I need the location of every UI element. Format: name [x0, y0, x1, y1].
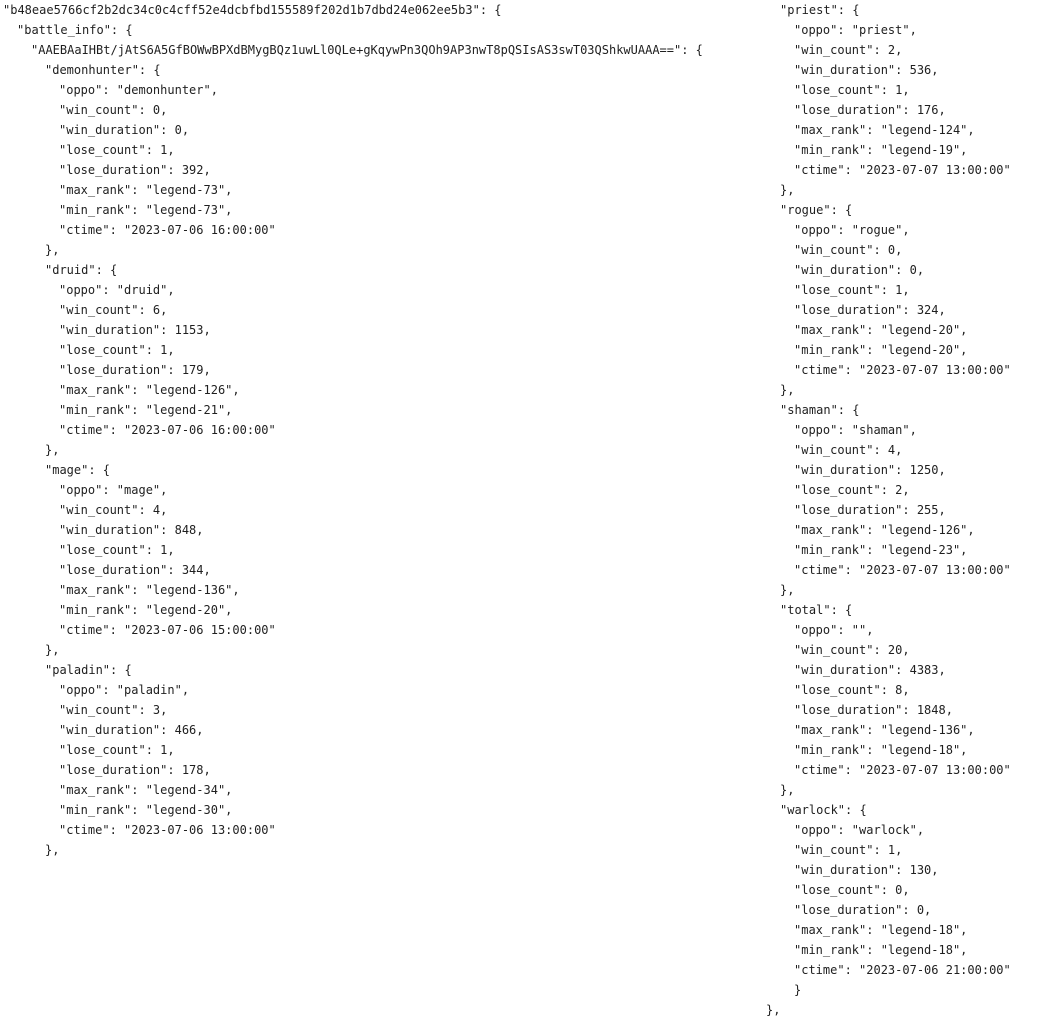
json-line: "win_count": 3,: [59, 703, 168, 717]
json-line: "win_count": 2,: [794, 43, 903, 57]
json-line: "oppo": "shaman",: [794, 423, 917, 437]
json-line: },: [45, 843, 60, 857]
json-line: "ctime": "2023-07-07 13:00:00": [794, 563, 1011, 577]
json-line: "lose_count": 1,: [794, 83, 910, 97]
json-line: "lose_duration": 324,: [794, 303, 946, 317]
json-line: "min_rank": "legend-18",: [794, 943, 968, 957]
json-line: "oppo": "rogue",: [794, 223, 910, 237]
json-line: "max_rank": "legend-126",: [794, 523, 975, 537]
json-line: },: [45, 443, 60, 457]
json-line: "win_count": 4,: [59, 503, 168, 517]
json-line: "oppo": "mage",: [59, 483, 168, 497]
json-line: "ctime": "2023-07-06 21:00:00": [794, 963, 1011, 977]
json-line: "demonhunter": {: [45, 63, 161, 77]
json-line: "min_rank": "legend-30",: [59, 803, 233, 817]
json-line: "AAEBAaIHBt/jAtS6A5GfBOWwBPXdBMygBQz1uwLl0QLe+gKqywPn3QOh9AP3nwT8pQSIsAS3swT03QShkwUAAA==": {: [31, 43, 703, 57]
json-line: "min_rank": "legend-19",: [794, 143, 968, 157]
json-line: "win_duration": 130,: [794, 863, 939, 877]
json-line: "oppo": "paladin",: [59, 683, 190, 697]
json-line: "lose_duration": 344,: [59, 563, 211, 577]
json-line: "win_count": 0,: [794, 243, 903, 257]
json-line: },: [45, 243, 60, 257]
json-line: "lose_count": 1,: [59, 343, 175, 357]
json-line: "oppo": "",: [794, 623, 874, 637]
json-line: "lose_count": 8,: [794, 683, 910, 697]
json-line: "win_duration": 1250,: [794, 463, 946, 477]
json-line: "max_rank": "legend-136",: [794, 723, 975, 737]
json-line: "min_rank": "legend-23",: [794, 543, 968, 557]
json-line: "win_duration": 466,: [59, 723, 204, 737]
json-line: "paladin": {: [45, 663, 132, 677]
json-line: },: [45, 643, 60, 657]
json-line: "max_rank": "legend-20",: [794, 323, 968, 337]
json-line: "win_duration": 848,: [59, 523, 204, 537]
json-line: }: [794, 983, 802, 997]
json-line: "ctime": "2023-07-07 13:00:00": [794, 363, 1011, 377]
json-line: "warlock": {: [780, 803, 867, 817]
json-line: "ctime": "2023-07-06 13:00:00": [59, 823, 276, 837]
json-line: "win_count": 6,: [59, 303, 168, 317]
json-line: "lose_count": 1,: [59, 143, 175, 157]
json-line: "win_duration": 536,: [794, 63, 939, 77]
json-line: "lose_count": 1,: [59, 743, 175, 757]
json-line: "oppo": "warlock",: [794, 823, 925, 837]
json-line: "ctime": "2023-07-06 16:00:00": [59, 423, 276, 437]
json-line: "win_count": 0,: [59, 103, 168, 117]
json-line: "ctime": "2023-07-07 13:00:00": [794, 163, 1011, 177]
json-line: "total": {: [780, 603, 853, 617]
json-line: "max_rank": "legend-18",: [794, 923, 968, 937]
json-line: "lose_duration": 392,: [59, 163, 211, 177]
json-line: "battle_info": {: [17, 23, 133, 37]
json-line: "ctime": "2023-07-07 13:00:00": [794, 763, 1011, 777]
json-line: "max_rank": "legend-136",: [59, 583, 240, 597]
json-line: "win_count": 1,: [794, 843, 903, 857]
json-line: "shaman": {: [780, 403, 860, 417]
json-line: "lose_duration": 255,: [794, 503, 946, 517]
json-line: "lose_duration": 1848,: [794, 703, 953, 717]
json-line: "priest": {: [780, 3, 860, 17]
json-text-left-column: [3, 0, 763, 860]
json-line: "ctime": "2023-07-06 16:00:00": [59, 223, 276, 237]
json-line: "lose_count": 1,: [794, 283, 910, 297]
json-line: "b48eae5766cf2b2dc34c0c4cff52e4dcbfbd155589f202d1b7dbd24e062ee5b3": {: [3, 3, 502, 17]
json-line: "druid": {: [45, 263, 118, 277]
json-line: "max_rank": "legend-126",: [59, 383, 240, 397]
json-line: "rogue": {: [780, 203, 853, 217]
json-line: },: [780, 783, 795, 797]
json-line: "min_rank": "legend-18",: [794, 743, 968, 757]
json-line: "min_rank": "legend-73",: [59, 203, 233, 217]
json-line: },: [780, 383, 795, 397]
json-line: "lose_duration": 179,: [59, 363, 211, 377]
json-text-right-column: [766, 0, 1054, 1020]
json-line: "mage": {: [45, 463, 111, 477]
json-line: "win_duration": 4383,: [794, 663, 946, 677]
json-line: "oppo": "priest",: [794, 23, 917, 37]
json-line: "win_count": 4,: [794, 443, 903, 457]
json-line: },: [780, 583, 795, 597]
json-line: "lose_count": 0,: [794, 883, 910, 897]
json-line: },: [766, 1003, 781, 1017]
json-line: "win_count": 20,: [794, 643, 910, 657]
json-line: "lose_duration": 176,: [794, 103, 946, 117]
json-line: "min_rank": "legend-21",: [59, 403, 233, 417]
json-line: "lose_duration": 178,: [59, 763, 211, 777]
json-line: },: [780, 183, 795, 197]
json-line: "lose_count": 2,: [794, 483, 910, 497]
json-line: "win_duration": 0,: [59, 123, 190, 137]
json-line: "lose_duration": 0,: [794, 903, 932, 917]
json-line: "max_rank": "legend-73",: [59, 183, 233, 197]
json-line: "ctime": "2023-07-06 15:00:00": [59, 623, 276, 637]
json-line: "lose_count": 1,: [59, 543, 175, 557]
json-line: "oppo": "druid",: [59, 283, 175, 297]
json-line: "win_duration": 1153,: [59, 323, 211, 337]
json-line: "min_rank": "legend-20",: [59, 603, 233, 617]
json-line: "oppo": "demonhunter",: [59, 83, 218, 97]
json-line: "max_rank": "legend-124",: [794, 123, 975, 137]
json-line: "max_rank": "legend-34",: [59, 783, 233, 797]
json-line: "win_duration": 0,: [794, 263, 925, 277]
json-line: "min_rank": "legend-20",: [794, 343, 968, 357]
